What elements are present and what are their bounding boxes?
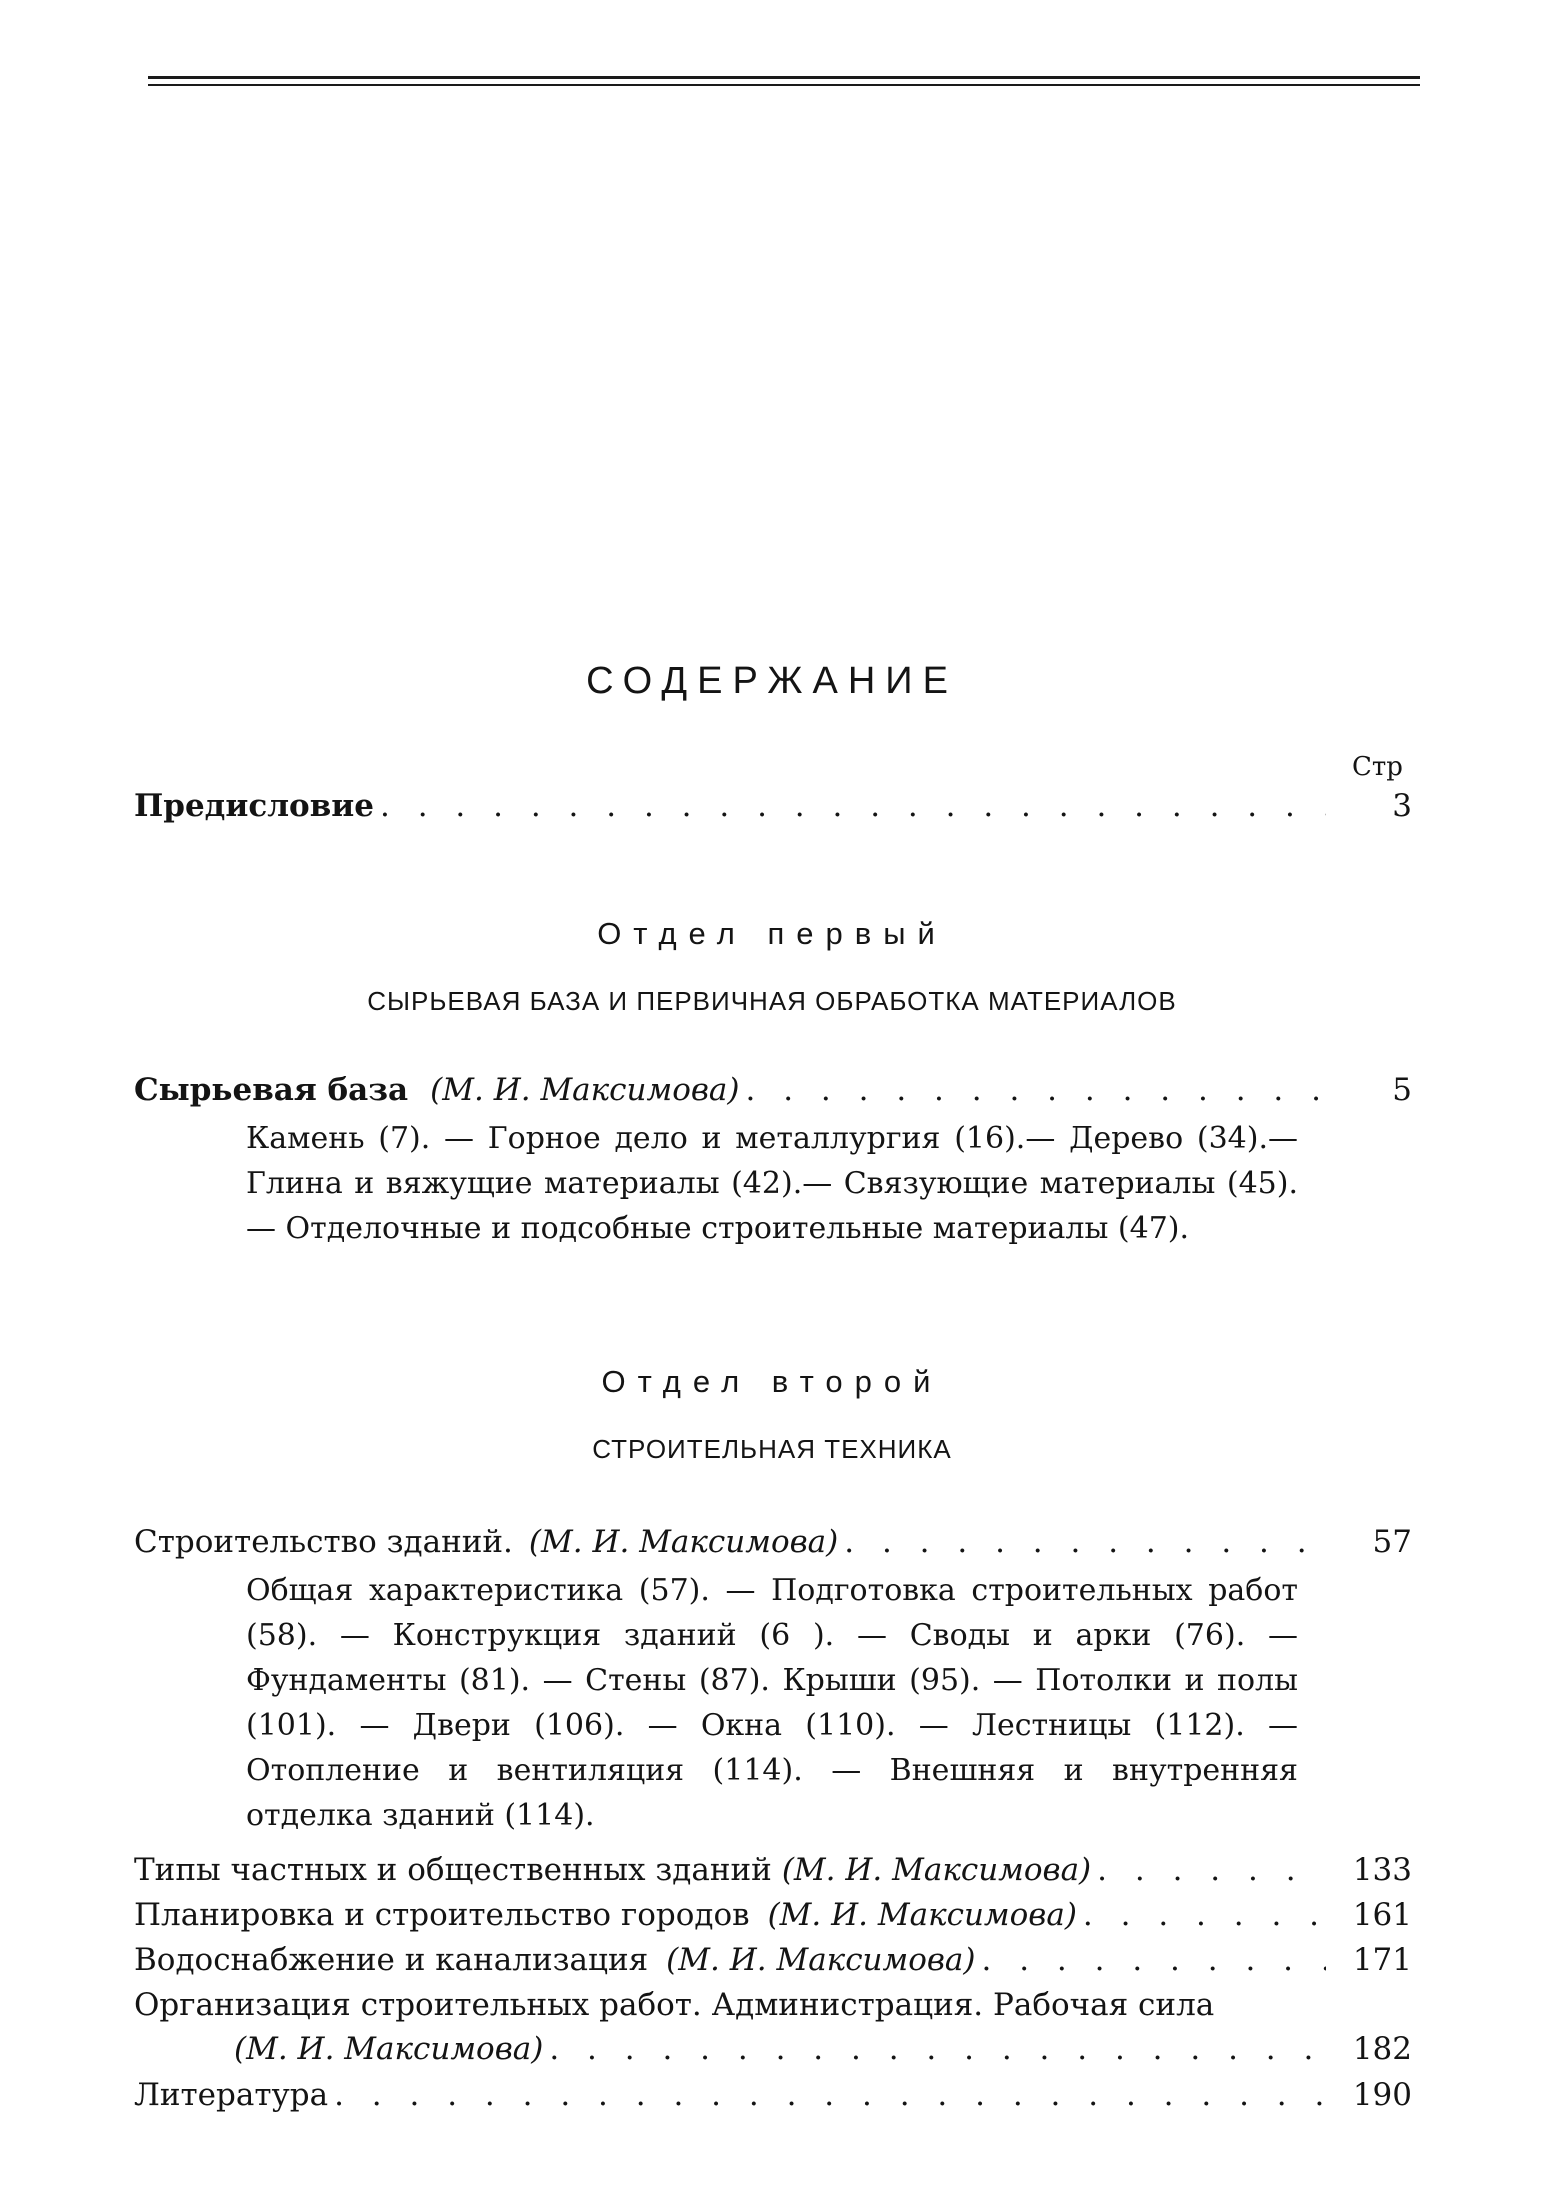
- entry-title: Сырьевая база: [134, 1072, 409, 1108]
- entry-title: Водоснабжение и канализация: [134, 1942, 649, 1978]
- entry-title-line: [134, 1983, 1412, 2027]
- entry-author: (М. И. Максимова): [234, 2031, 544, 2067]
- entry-author-line: [134, 2027, 1412, 2071]
- section-heading-2: СТРОИТЕЛЬНАЯ ТЕХНИКА: [592, 1434, 952, 1464]
- entry-title: Предисловие: [134, 788, 374, 824]
- leader-dots: [746, 1068, 1327, 1112]
- entry-title: Литература: [134, 2077, 329, 2113]
- entry-page: 161: [1352, 1897, 1412, 1933]
- entry-page: 3: [1392, 788, 1412, 824]
- toc-entry-raw-materials[interactable]: [134, 1068, 1412, 1112]
- toc-entry-water-supply[interactable]: [134, 1938, 1412, 1982]
- page-title: СОДЕРЖАНИЕ: [586, 660, 958, 702]
- entry-author: (М. И. Максимова): [781, 1852, 1092, 1888]
- toc-entry-buildings[interactable]: [134, 1520, 1412, 1564]
- entry-page: 133: [1352, 1852, 1412, 1888]
- entry-page: 182: [1352, 2031, 1412, 2067]
- toc-entry-organization[interactable]: [134, 1983, 1412, 2071]
- entry-page: 190: [1352, 2077, 1412, 2113]
- leader-dots: [1083, 1893, 1326, 1937]
- toc-entry-city-planning[interactable]: [134, 1893, 1412, 1937]
- leader-dots: [844, 1520, 1326, 1564]
- entry-title: Типы частных и общественных зданий: [134, 1852, 772, 1888]
- entry-author: (М. И. Максимова): [430, 1072, 740, 1108]
- toc-entry-building-types[interactable]: [134, 1848, 1412, 1892]
- entry-subtopics: Камень (7). — Горное дело и металлургия (16).— Дерево (34).— Глина и вяжущие материалы (42).— Связующие материалы (45).— Отделочные и подсобные строительные материалы (47).: [246, 1121, 1298, 1246]
- entry-subtopics: Общая характеристика (57). — Подготовка строительных работ (58). — Конструкция зданий (6 ). — Своды и арки (76). — Фундаменты (81). — Стены (87). Крыши (95). — Потолки и полы (101). — Двери (106). — Окна (110). — Лестницы (112). — Отопление и вентиляция (114). — Внешняя и внутренняя отделка зданий (114).: [246, 1573, 1298, 1833]
- top-rule-thin: [148, 84, 1420, 86]
- entry-page: 5: [1392, 1072, 1412, 1108]
- leader-dots: [549, 2027, 1326, 2071]
- section-label-2: Отдел второй: [601, 1364, 943, 1399]
- entry-title: Строительство зданий.: [134, 1524, 513, 1560]
- entry-page: 171: [1352, 1942, 1412, 1978]
- entry-author: (М. И. Максимова): [528, 1524, 839, 1560]
- page-column-label: Стр: [1352, 752, 1403, 782]
- leader-dots: [982, 1938, 1326, 1982]
- toc-entry-preface[interactable]: [134, 784, 1412, 828]
- leader-dots: [380, 784, 1326, 828]
- entry-title: Планировка и строительство городов: [134, 1897, 750, 1933]
- section-label-1: Отдел первый: [597, 916, 947, 951]
- section-heading-1: СЫРЬЕВАЯ БАЗА И ПЕРВИЧНАЯ ОБРАБОТКА МАТЕРИАЛОВ: [367, 986, 1177, 1016]
- leader-dots: [1097, 1848, 1326, 1892]
- entry-page: 57: [1372, 1524, 1412, 1560]
- entry-author: (М. И. Максимова): [767, 1897, 1077, 1933]
- leader-dots: [334, 2073, 1326, 2117]
- entry-title: Организация строительных работ. Администрация. Рабочая сила: [134, 1987, 1215, 2023]
- entry-author: (М. И. Максимова): [666, 1942, 976, 1978]
- top-rule: [148, 76, 1420, 79]
- toc-entry-literature[interactable]: [134, 2073, 1412, 2117]
